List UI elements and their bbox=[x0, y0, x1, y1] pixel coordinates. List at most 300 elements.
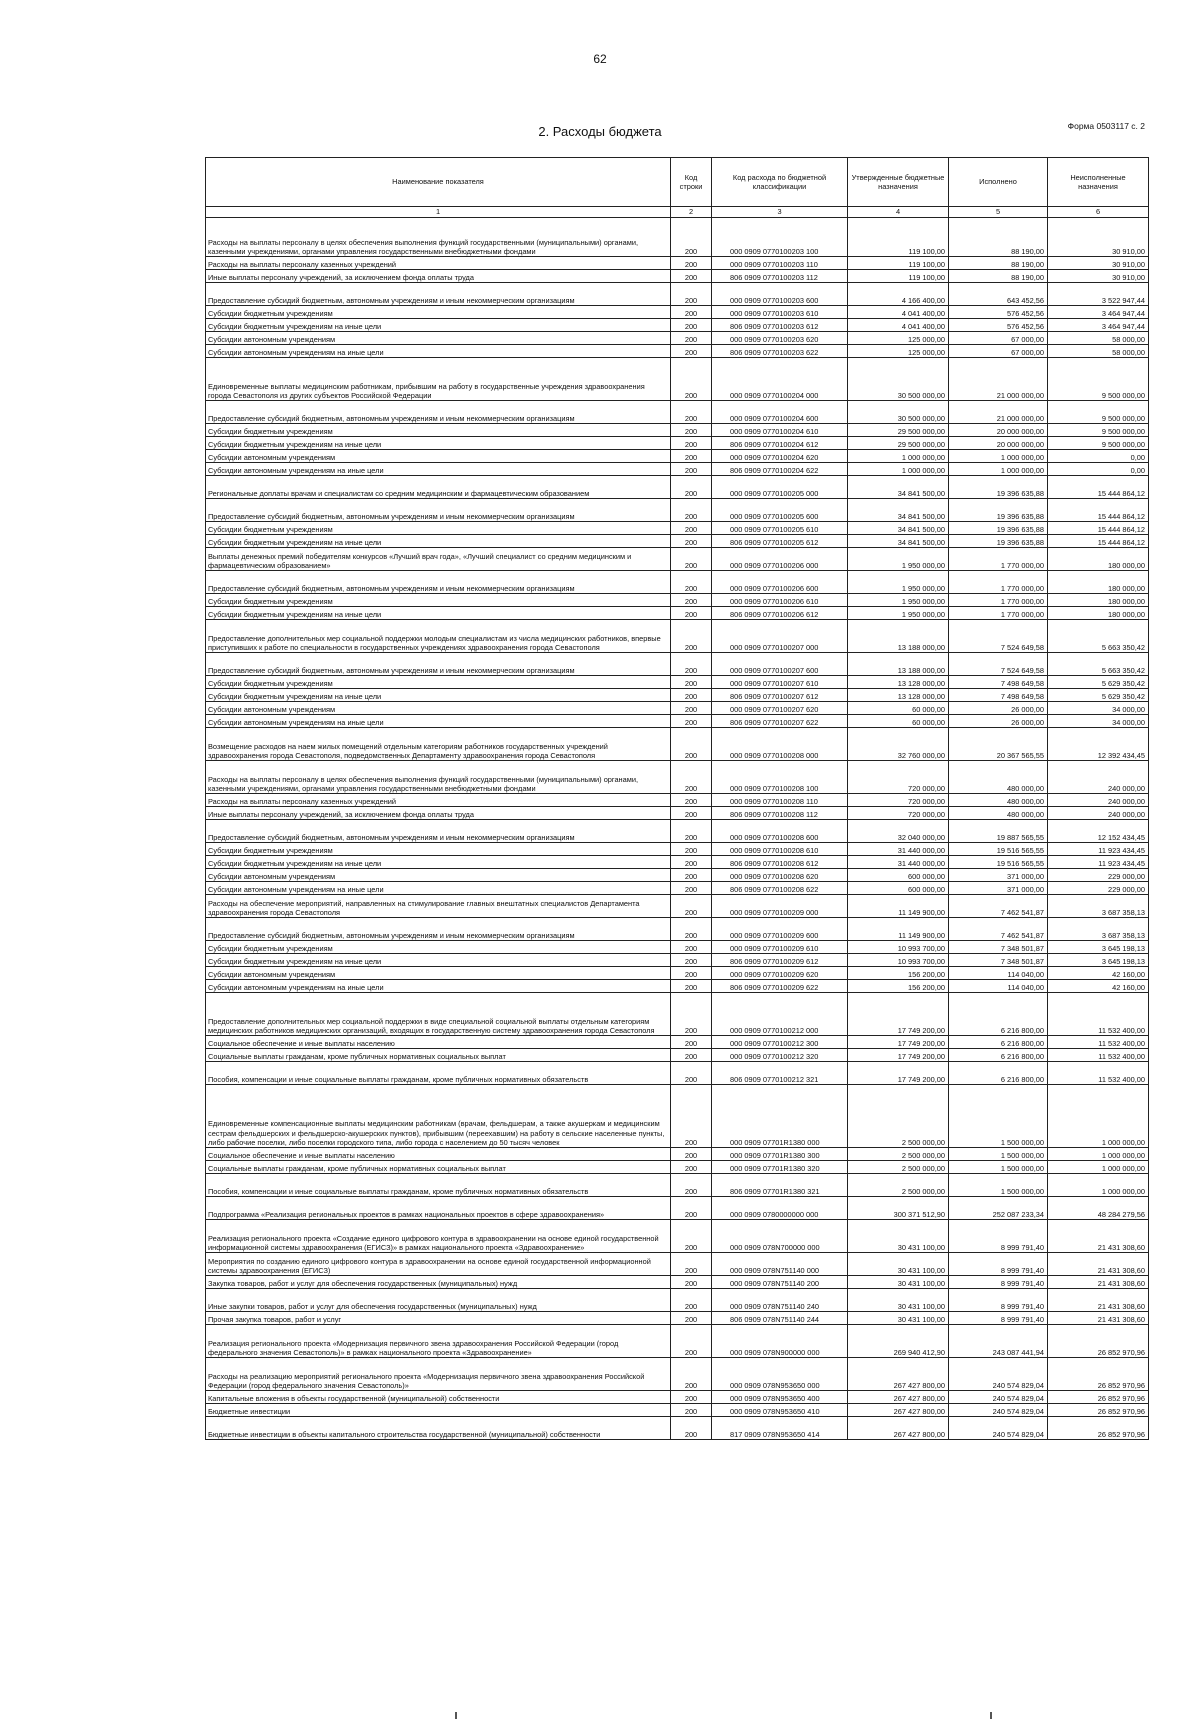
unexecuted-amount: 5 663 350,42 bbox=[1048, 620, 1149, 653]
executed-amount: 19 396 635,88 bbox=[949, 476, 1048, 499]
indicator-name: Субсидии бюджетным учреждениям на иные цели bbox=[206, 437, 671, 450]
executed-amount: 7 498 649,58 bbox=[949, 689, 1048, 702]
expense-code: 000 0909 0770100208 000 bbox=[712, 728, 848, 761]
executed-amount: 19 516 565,55 bbox=[949, 856, 1048, 869]
executed-amount: 7 462 541,87 bbox=[949, 895, 1048, 918]
unexecuted-amount: 3 464 947,44 bbox=[1048, 306, 1149, 319]
executed-amount: 240 574 829,04 bbox=[949, 1391, 1048, 1404]
unexecuted-amount: 21 431 308,60 bbox=[1048, 1253, 1149, 1276]
expense-code: 000 0909 0770100209 600 bbox=[712, 918, 848, 941]
expense-code: 000 0909 0770100203 100 bbox=[712, 218, 848, 257]
expense-code: 000 0909 078N900000 000 bbox=[712, 1325, 848, 1358]
line-code: 200 bbox=[671, 1220, 712, 1253]
approved-amount: 60 000,00 bbox=[848, 702, 949, 715]
expense-code: 000 0909 0770100212 000 bbox=[712, 993, 848, 1036]
header-unexecuted: Неисполненные назначения bbox=[1048, 158, 1149, 207]
indicator-name: Предоставление субсидий бюджетным, автономным учреждениям и иным некоммерческим организациям bbox=[206, 401, 671, 424]
executed-amount: 6 216 800,00 bbox=[949, 993, 1048, 1036]
approved-amount: 125 000,00 bbox=[848, 332, 949, 345]
table-row bbox=[206, 1197, 1149, 1220]
executed-amount: 252 087 233,34 bbox=[949, 1197, 1048, 1220]
indicator-name: Субсидии бюджетным учреждениям bbox=[206, 522, 671, 535]
unexecuted-amount: 5 629 350,42 bbox=[1048, 676, 1149, 689]
line-code: 200 bbox=[671, 1036, 712, 1049]
line-code: 200 bbox=[671, 345, 712, 358]
expense-code: 000 0909 0770100204 000 bbox=[712, 358, 848, 401]
executed-amount: 1 770 000,00 bbox=[949, 548, 1048, 571]
executed-amount: 20 000 000,00 bbox=[949, 424, 1048, 437]
expense-code: 000 0909 0770100203 600 bbox=[712, 283, 848, 306]
line-code: 200 bbox=[671, 941, 712, 954]
expense-code: 000 0909 0770100207 610 bbox=[712, 676, 848, 689]
table-row bbox=[206, 1174, 1149, 1197]
expense-code: 000 0909 0770100204 620 bbox=[712, 450, 848, 463]
unexecuted-amount: 11 923 434,45 bbox=[1048, 856, 1149, 869]
header-expense-code: Код расхода по бюджетной классификации bbox=[712, 158, 848, 207]
expense-code: 000 0909 0770100209 610 bbox=[712, 941, 848, 954]
table-row bbox=[206, 794, 1149, 807]
line-code: 200 bbox=[671, 1049, 712, 1062]
approved-amount: 60 000,00 bbox=[848, 715, 949, 728]
approved-amount: 720 000,00 bbox=[848, 794, 949, 807]
expense-code: 806 0909 0770100204 622 bbox=[712, 463, 848, 476]
expense-code: 000 0909 0770100206 000 bbox=[712, 548, 848, 571]
line-code: 200 bbox=[671, 270, 712, 283]
unexecuted-amount: 15 444 864,12 bbox=[1048, 535, 1149, 548]
line-code: 200 bbox=[671, 522, 712, 535]
executed-amount: 1 500 000,00 bbox=[949, 1085, 1048, 1148]
table-row bbox=[206, 571, 1149, 594]
executed-amount: 114 040,00 bbox=[949, 980, 1048, 993]
line-code: 200 bbox=[671, 980, 712, 993]
expense-code: 000 0909 07701R1380 000 bbox=[712, 1085, 848, 1148]
approved-amount: 32 040 000,00 bbox=[848, 820, 949, 843]
page-number: 62 bbox=[593, 52, 607, 66]
indicator-name: Социальное обеспечение и иные выплаты населению bbox=[206, 1036, 671, 1049]
table-body bbox=[206, 218, 1149, 1440]
unexecuted-amount: 180 000,00 bbox=[1048, 607, 1149, 620]
approved-amount: 300 371 512,90 bbox=[848, 1197, 949, 1220]
table-row bbox=[206, 807, 1149, 820]
scan-mark bbox=[455, 1712, 457, 1719]
indicator-name: Реализация регионального проекта «Создание единого цифрового контура в здравоохранении на основе единой государственной информационной системы здравоохранения (ЕГИСЗ)» в рамках национального проекта «Здравоохранение» bbox=[206, 1220, 671, 1253]
table-row bbox=[206, 499, 1149, 522]
approved-amount: 31 440 000,00 bbox=[848, 856, 949, 869]
form-reference: Форма 0503117 с. 2 bbox=[1067, 121, 1145, 131]
line-code: 200 bbox=[671, 869, 712, 882]
table-row bbox=[206, 1161, 1149, 1174]
line-code: 200 bbox=[671, 283, 712, 306]
expense-code: 000 0909 078N953650 410 bbox=[712, 1404, 848, 1417]
table-row bbox=[206, 1325, 1149, 1358]
indicator-name: Субсидии бюджетным учреждениям bbox=[206, 306, 671, 319]
executed-amount: 480 000,00 bbox=[949, 794, 1048, 807]
expense-code: 806 0909 078N751140 244 bbox=[712, 1312, 848, 1325]
executed-amount: 26 000,00 bbox=[949, 702, 1048, 715]
table-row bbox=[206, 728, 1149, 761]
expense-code: 806 0909 0770100209 612 bbox=[712, 954, 848, 967]
expense-code: 000 0909 0770100207 000 bbox=[712, 620, 848, 653]
executed-amount: 19 396 635,88 bbox=[949, 535, 1048, 548]
approved-amount: 11 149 900,00 bbox=[848, 918, 949, 941]
expense-code: 806 0909 07701R1380 321 bbox=[712, 1174, 848, 1197]
executed-amount: 6 216 800,00 bbox=[949, 1049, 1048, 1062]
executed-amount: 576 452,56 bbox=[949, 306, 1048, 319]
indicator-name: Субсидии автономным учреждениям на иные цели bbox=[206, 345, 671, 358]
line-code: 200 bbox=[671, 499, 712, 522]
indicator-name: Субсидии бюджетным учреждениям bbox=[206, 843, 671, 856]
table-row bbox=[206, 1417, 1149, 1440]
table-row bbox=[206, 548, 1149, 571]
unexecuted-amount: 180 000,00 bbox=[1048, 571, 1149, 594]
expense-code: 000 0909 0770100207 600 bbox=[712, 653, 848, 676]
unexecuted-amount: 42 160,00 bbox=[1048, 980, 1149, 993]
line-code: 200 bbox=[671, 463, 712, 476]
indicator-name: Расходы на выплаты персоналу в целях обеспечения выполнения функций государственными (муниципальными) органами, казенными учреждениями, органами управления государственными внебюджетными фондами bbox=[206, 218, 671, 257]
indicator-name: Субсидии бюджетным учреждениям bbox=[206, 424, 671, 437]
executed-amount: 240 574 829,04 bbox=[949, 1404, 1048, 1417]
approved-amount: 267 427 800,00 bbox=[848, 1404, 949, 1417]
unexecuted-amount: 30 910,00 bbox=[1048, 257, 1149, 270]
indicator-name: Пособия, компенсации и иные социальные выплаты гражданам, кроме публичных нормативных обязательств bbox=[206, 1174, 671, 1197]
executed-amount: 88 190,00 bbox=[949, 270, 1048, 283]
line-code: 200 bbox=[671, 594, 712, 607]
approved-amount: 17 749 200,00 bbox=[848, 1049, 949, 1062]
indicator-name: Бюджетные инвестиции в объекты капитального строительства государственной (муниципальной) собственности bbox=[206, 1417, 671, 1440]
executed-amount: 240 574 829,04 bbox=[949, 1417, 1048, 1440]
approved-amount: 17 749 200,00 bbox=[848, 1062, 949, 1085]
line-code: 200 bbox=[671, 918, 712, 941]
indicator-name: Субсидии автономным учреждениям bbox=[206, 450, 671, 463]
executed-amount: 19 396 635,88 bbox=[949, 522, 1048, 535]
unexecuted-amount: 3 522 947,44 bbox=[1048, 283, 1149, 306]
approved-amount: 600 000,00 bbox=[848, 882, 949, 895]
line-code: 200 bbox=[671, 1358, 712, 1391]
approved-amount: 2 500 000,00 bbox=[848, 1085, 949, 1148]
indicator-name: Субсидии автономным учреждениям на иные цели bbox=[206, 882, 671, 895]
line-code: 200 bbox=[671, 1085, 712, 1148]
unexecuted-amount: 5 629 350,42 bbox=[1048, 689, 1149, 702]
unexecuted-amount: 240 000,00 bbox=[1048, 761, 1149, 794]
indicator-name: Подпрограмма «Реализация региональных проектов в рамках национальных проектов в сфере здравоохранения» bbox=[206, 1197, 671, 1220]
indicator-name: Иные закупки товаров, работ и услуг для обеспечения государственных (муниципальных) нужд bbox=[206, 1289, 671, 1312]
approved-amount: 34 841 500,00 bbox=[848, 499, 949, 522]
table-row bbox=[206, 869, 1149, 882]
executed-amount: 88 190,00 bbox=[949, 257, 1048, 270]
unexecuted-amount: 15 444 864,12 bbox=[1048, 522, 1149, 535]
executed-amount: 8 999 791,40 bbox=[949, 1220, 1048, 1253]
indicator-name: Субсидии бюджетным учреждениям на иные цели bbox=[206, 607, 671, 620]
line-code: 200 bbox=[671, 856, 712, 869]
expense-code: 806 0909 0770100206 612 bbox=[712, 607, 848, 620]
indicator-name: Социальные выплаты гражданам, кроме публичных нормативных социальных выплат bbox=[206, 1161, 671, 1174]
approved-amount: 1 950 000,00 bbox=[848, 594, 949, 607]
table-row bbox=[206, 1289, 1149, 1312]
line-code: 200 bbox=[671, 332, 712, 345]
indicator-name: Субсидии бюджетным учреждениям на иные цели bbox=[206, 856, 671, 869]
approved-amount: 267 427 800,00 bbox=[848, 1358, 949, 1391]
line-code: 200 bbox=[671, 476, 712, 499]
indicator-name: Субсидии бюджетным учреждениям bbox=[206, 941, 671, 954]
line-code: 200 bbox=[671, 653, 712, 676]
table-row bbox=[206, 594, 1149, 607]
table-row bbox=[206, 535, 1149, 548]
line-code: 200 bbox=[671, 1312, 712, 1325]
executed-amount: 7 348 501,87 bbox=[949, 954, 1048, 967]
approved-amount: 34 841 500,00 bbox=[848, 476, 949, 499]
approved-amount: 4 041 400,00 bbox=[848, 319, 949, 332]
table-row bbox=[206, 993, 1149, 1036]
line-code: 200 bbox=[671, 882, 712, 895]
unexecuted-amount: 12 392 434,45 bbox=[1048, 728, 1149, 761]
expense-code: 000 0909 0770100209 620 bbox=[712, 967, 848, 980]
approved-amount: 13 128 000,00 bbox=[848, 689, 949, 702]
executed-amount: 21 000 000,00 bbox=[949, 358, 1048, 401]
approved-amount: 30 431 100,00 bbox=[848, 1276, 949, 1289]
table-row bbox=[206, 967, 1149, 980]
unexecuted-amount: 9 500 000,00 bbox=[1048, 401, 1149, 424]
approved-amount: 119 100,00 bbox=[848, 257, 949, 270]
table-row bbox=[206, 319, 1149, 332]
line-code: 200 bbox=[671, 450, 712, 463]
executed-amount: 371 000,00 bbox=[949, 882, 1048, 895]
unexecuted-amount: 21 431 308,60 bbox=[1048, 1276, 1149, 1289]
line-code: 200 bbox=[671, 807, 712, 820]
unexecuted-amount: 240 000,00 bbox=[1048, 794, 1149, 807]
unexecuted-amount: 3 687 358,13 bbox=[1048, 895, 1149, 918]
line-code: 200 bbox=[671, 761, 712, 794]
line-code: 200 bbox=[671, 1062, 712, 1085]
table-row bbox=[206, 1036, 1149, 1049]
approved-amount: 1 000 000,00 bbox=[848, 450, 949, 463]
indicator-name: Субсидии бюджетным учреждениям на иные цели bbox=[206, 319, 671, 332]
table-row bbox=[206, 476, 1149, 499]
approved-amount: 1 950 000,00 bbox=[848, 548, 949, 571]
executed-amount: 19 516 565,55 bbox=[949, 843, 1048, 856]
executed-amount: 240 574 829,04 bbox=[949, 1358, 1048, 1391]
table-row bbox=[206, 1391, 1149, 1404]
indicator-name: Субсидии бюджетным учреждениям на иные цели bbox=[206, 689, 671, 702]
expense-code: 000 0909 0770100209 000 bbox=[712, 895, 848, 918]
approved-amount: 720 000,00 bbox=[848, 761, 949, 794]
executed-amount: 1 000 000,00 bbox=[949, 463, 1048, 476]
line-code: 200 bbox=[671, 954, 712, 967]
indicator-name: Бюджетные инвестиции bbox=[206, 1404, 671, 1417]
indicator-name: Предоставление субсидий бюджетным, автономным учреждениям и иным некоммерческим организациям bbox=[206, 499, 671, 522]
expense-code: 000 0909 0770100208 610 bbox=[712, 843, 848, 856]
approved-amount: 119 100,00 bbox=[848, 270, 949, 283]
table-row bbox=[206, 1404, 1149, 1417]
expense-code: 806 0909 0770100203 612 bbox=[712, 319, 848, 332]
expense-code: 806 0909 0770100205 612 bbox=[712, 535, 848, 548]
table-row bbox=[206, 676, 1149, 689]
executed-amount: 7 348 501,87 bbox=[949, 941, 1048, 954]
line-code: 200 bbox=[671, 306, 712, 319]
table-row bbox=[206, 954, 1149, 967]
unexecuted-amount: 26 852 970,96 bbox=[1048, 1417, 1149, 1440]
table-row bbox=[206, 689, 1149, 702]
line-code: 200 bbox=[671, 676, 712, 689]
indicator-name: Субсидии бюджетным учреждениям на иные цели bbox=[206, 954, 671, 967]
indicator-name: Субсидии бюджетным учреждениям bbox=[206, 676, 671, 689]
line-code: 200 bbox=[671, 401, 712, 424]
expense-code: 000 0909 0770100207 620 bbox=[712, 702, 848, 715]
expense-code: 000 0909 0770100212 320 bbox=[712, 1049, 848, 1062]
expense-code: 806 0909 0770100208 612 bbox=[712, 856, 848, 869]
header-executed: Исполнено bbox=[949, 158, 1048, 207]
indicator-name: Капитальные вложения в объекты государственной (муниципальной) собственности bbox=[206, 1391, 671, 1404]
line-code: 200 bbox=[671, 358, 712, 401]
approved-amount: 267 427 800,00 bbox=[848, 1417, 949, 1440]
unexecuted-amount: 180 000,00 bbox=[1048, 594, 1149, 607]
approved-amount: 4 166 400,00 bbox=[848, 283, 949, 306]
table-row bbox=[206, 882, 1149, 895]
line-code: 200 bbox=[671, 1174, 712, 1197]
indicator-name: Субсидии бюджетным учреждениям на иные цели bbox=[206, 535, 671, 548]
line-code: 200 bbox=[671, 535, 712, 548]
line-code: 200 bbox=[671, 843, 712, 856]
executed-amount: 7 524 649,58 bbox=[949, 653, 1048, 676]
approved-amount: 720 000,00 bbox=[848, 807, 949, 820]
indicator-name: Единовременные выплаты медицинским работникам, прибывшим на работу в государственные учреждения здравоохранения города Севастополя из других субъектов Российской Федерации bbox=[206, 358, 671, 401]
unexecuted-amount: 229 000,00 bbox=[1048, 882, 1149, 895]
unexecuted-amount: 5 663 350,42 bbox=[1048, 653, 1149, 676]
unexecuted-amount: 21 431 308,60 bbox=[1048, 1220, 1149, 1253]
table-row bbox=[206, 941, 1149, 954]
indicator-name: Субсидии автономным учреждениям на иные цели bbox=[206, 715, 671, 728]
unexecuted-amount: 11 532 400,00 bbox=[1048, 993, 1149, 1036]
expense-code: 806 0909 0770100208 622 bbox=[712, 882, 848, 895]
approved-amount: 2 500 000,00 bbox=[848, 1148, 949, 1161]
expense-code: 000 0909 0770100205 600 bbox=[712, 499, 848, 522]
indicator-name: Предоставление субсидий бюджетным, автономным учреждениям и иным некоммерческим организациям bbox=[206, 918, 671, 941]
approved-amount: 11 149 900,00 bbox=[848, 895, 949, 918]
table-row bbox=[206, 1062, 1149, 1085]
table-row bbox=[206, 761, 1149, 794]
approved-amount: 267 427 800,00 bbox=[848, 1391, 949, 1404]
table-row bbox=[206, 1148, 1149, 1161]
expense-code: 806 0909 0770100204 612 bbox=[712, 437, 848, 450]
table-row bbox=[206, 1276, 1149, 1289]
expense-code: 000 0909 078N700000 000 bbox=[712, 1220, 848, 1253]
indicator-name: Единовременные компенсационные выплаты медицинским работникам (врачам, фельдшерам, а также акушеркам и медицинским сестрам фельдшерских и фельдшерско-акушерских пунктов), прибывшим (переехавшим) на работу в сельские населенные пункты, либо рабочие поселки, либо поселки городского типа, либо города с населением до 50 тысяч человек bbox=[206, 1085, 671, 1148]
unexecuted-amount: 21 431 308,60 bbox=[1048, 1312, 1149, 1325]
table-header-row bbox=[206, 158, 1149, 207]
line-code: 200 bbox=[671, 1276, 712, 1289]
approved-amount: 31 440 000,00 bbox=[848, 843, 949, 856]
table-row bbox=[206, 895, 1149, 918]
table-row bbox=[206, 270, 1149, 283]
expense-code: 000 0909 0770100208 100 bbox=[712, 761, 848, 794]
unexecuted-amount: 34 000,00 bbox=[1048, 702, 1149, 715]
table-row bbox=[206, 620, 1149, 653]
unexecuted-amount: 11 532 400,00 bbox=[1048, 1062, 1149, 1085]
unexecuted-amount: 12 152 434,45 bbox=[1048, 820, 1149, 843]
expense-code: 000 0909 0770100212 300 bbox=[712, 1036, 848, 1049]
approved-amount: 34 841 500,00 bbox=[848, 522, 949, 535]
expense-code: 000 0909 0770100205 000 bbox=[712, 476, 848, 499]
indicator-name: Предоставление субсидий бюджетным, автономным учреждениям и иным некоммерческим организациям bbox=[206, 653, 671, 676]
expense-code: 000 0909 0770100208 620 bbox=[712, 869, 848, 882]
approved-amount: 2 500 000,00 bbox=[848, 1174, 949, 1197]
unexecuted-amount: 0,00 bbox=[1048, 463, 1149, 476]
indicator-name: Социальные выплаты гражданам, кроме публичных нормативных социальных выплат bbox=[206, 1049, 671, 1062]
expense-code: 000 0909 0770100206 600 bbox=[712, 571, 848, 594]
approved-amount: 1 950 000,00 bbox=[848, 607, 949, 620]
approved-amount: 1 950 000,00 bbox=[848, 571, 949, 594]
expense-code: 000 0909 0770100205 610 bbox=[712, 522, 848, 535]
indicator-name: Субсидии автономным учреждениям bbox=[206, 967, 671, 980]
unexecuted-amount: 34 000,00 bbox=[1048, 715, 1149, 728]
unexecuted-amount: 240 000,00 bbox=[1048, 807, 1149, 820]
executed-amount: 8 999 791,40 bbox=[949, 1276, 1048, 1289]
approved-amount: 13 188 000,00 bbox=[848, 620, 949, 653]
indicator-name: Предоставление субсидий бюджетным, автономным учреждениям и иным некоммерческим организациям bbox=[206, 820, 671, 843]
approved-amount: 30 431 100,00 bbox=[848, 1253, 949, 1276]
unexecuted-amount: 15 444 864,12 bbox=[1048, 476, 1149, 499]
line-code: 200 bbox=[671, 424, 712, 437]
line-code: 200 bbox=[671, 1404, 712, 1417]
column-index: 4 bbox=[848, 207, 949, 218]
executed-amount: 8 999 791,40 bbox=[949, 1253, 1048, 1276]
executed-amount: 7 498 649,58 bbox=[949, 676, 1048, 689]
approved-amount: 30 431 100,00 bbox=[848, 1289, 949, 1312]
line-code: 200 bbox=[671, 702, 712, 715]
indicator-name: Предоставление субсидий бюджетным, автономным учреждениям и иным некоммерческим организациям bbox=[206, 283, 671, 306]
executed-amount: 1 500 000,00 bbox=[949, 1161, 1048, 1174]
executed-amount: 1 770 000,00 bbox=[949, 607, 1048, 620]
table-row bbox=[206, 306, 1149, 319]
executed-amount: 26 000,00 bbox=[949, 715, 1048, 728]
approved-amount: 17 749 200,00 bbox=[848, 1036, 949, 1049]
line-code: 200 bbox=[671, 794, 712, 807]
executed-amount: 1 770 000,00 bbox=[949, 594, 1048, 607]
line-code: 200 bbox=[671, 571, 712, 594]
indicator-name: Выплаты денежных премий победителям конкурсов «Лучший врач года», «Лучший специалист со средним медицинским и фармацевтическим образованием» bbox=[206, 548, 671, 571]
budget-expenditure-table bbox=[205, 157, 1149, 1440]
executed-amount: 21 000 000,00 bbox=[949, 401, 1048, 424]
expense-code: 806 0909 0770100209 622 bbox=[712, 980, 848, 993]
line-code: 200 bbox=[671, 1161, 712, 1174]
table-row bbox=[206, 1253, 1149, 1276]
table-row bbox=[206, 856, 1149, 869]
line-code: 200 bbox=[671, 1253, 712, 1276]
executed-amount: 114 040,00 bbox=[949, 967, 1048, 980]
table-row bbox=[206, 522, 1149, 535]
expense-code: 817 0909 078N953650 414 bbox=[712, 1417, 848, 1440]
indicator-name: Предоставление дополнительных мер социальной поддержки молодым специалистам из числа медицинских работников, впервые приступивших к работе по специальности в государственных учреждениях здравоохранения города Севастополя bbox=[206, 620, 671, 653]
executed-amount: 67 000,00 bbox=[949, 345, 1048, 358]
table-row bbox=[206, 980, 1149, 993]
unexecuted-amount: 3 645 198,13 bbox=[1048, 954, 1149, 967]
unexecuted-amount: 11 923 434,45 bbox=[1048, 843, 1149, 856]
expense-code: 000 0909 0770100204 610 bbox=[712, 424, 848, 437]
table-row bbox=[206, 450, 1149, 463]
approved-amount: 34 841 500,00 bbox=[848, 535, 949, 548]
expense-code: 000 0909 0770100203 620 bbox=[712, 332, 848, 345]
executed-amount: 576 452,56 bbox=[949, 319, 1048, 332]
approved-amount: 30 431 100,00 bbox=[848, 1312, 949, 1325]
indicator-name: Субсидии бюджетным учреждениям bbox=[206, 594, 671, 607]
approved-amount: 600 000,00 bbox=[848, 869, 949, 882]
indicator-name: Закупка товаров, работ и услуг для обеспечения государственных (муниципальных) нужд bbox=[206, 1276, 671, 1289]
table-row bbox=[206, 1220, 1149, 1253]
indicator-name: Региональные доплаты врачам и специалистам со средним медицинским и фармацевтическим образованием bbox=[206, 476, 671, 499]
table-row bbox=[206, 1312, 1149, 1325]
expense-code: 000 0909 0770100208 600 bbox=[712, 820, 848, 843]
executed-amount: 1 500 000,00 bbox=[949, 1174, 1048, 1197]
executed-amount: 7 462 541,87 bbox=[949, 918, 1048, 941]
